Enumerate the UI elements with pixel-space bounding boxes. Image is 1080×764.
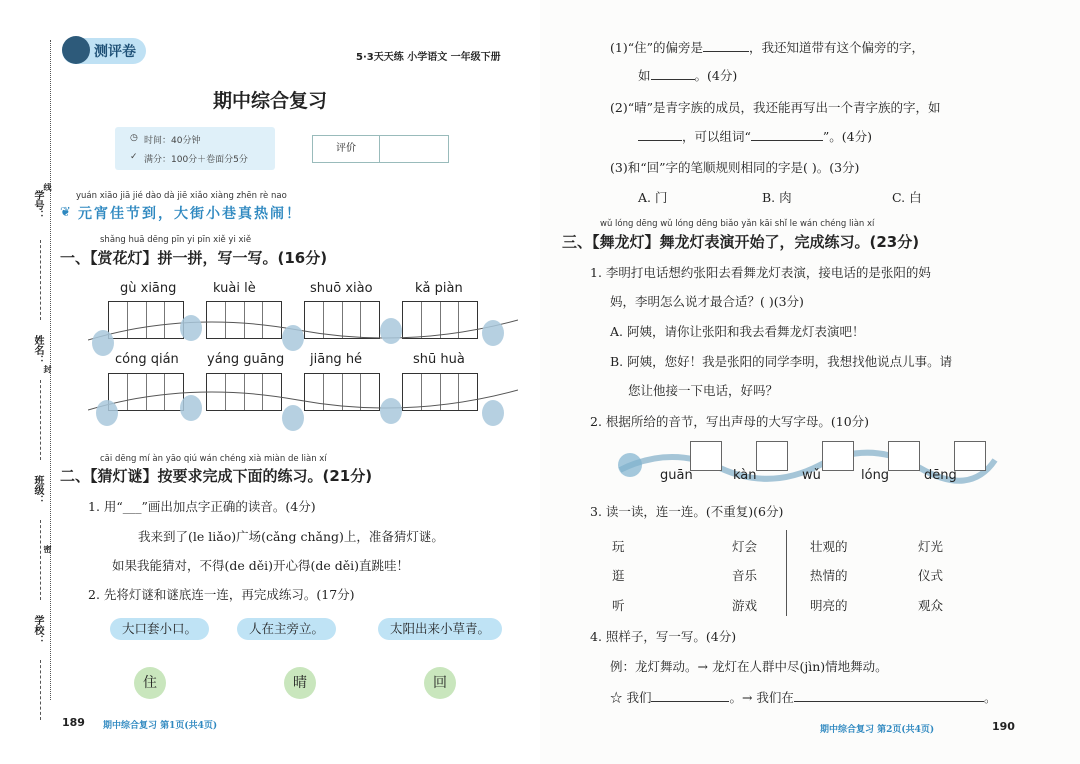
- syllable: guān: [660, 468, 693, 483]
- match-word[interactable]: 游戏: [732, 598, 758, 613]
- q3-1-text-b: ，我还知道带有这个偏旁的字，: [749, 40, 925, 55]
- badge-label: 测评卷: [94, 44, 136, 60]
- answer-blank[interactable]: [638, 140, 682, 141]
- section-2-heading: 二、【猜灯谜】按要求完成下面的练习。(21分): [60, 467, 373, 485]
- lantern-icon: [282, 325, 304, 351]
- pinyin-word: cóng qián: [115, 352, 179, 367]
- right-page: [540, 0, 1080, 764]
- lantern-icon: [96, 400, 118, 426]
- syllable: lóng: [861, 468, 890, 483]
- r1-option-b[interactable]: B. 阿姨，您好！我是张阳的同学李明，我想找他说点儿事。请: [610, 354, 953, 369]
- s3-pinyin: wǔ lóng dēng wǔ lóng dēng biǎo yǎn kāi shǐ le wán chéng liàn xí: [600, 219, 875, 229]
- option-c[interactable]: C. 白: [892, 190, 922, 205]
- question-2: 2. 先将灯谜和谜底连一连，再完成练习。(17分): [88, 587, 355, 602]
- answer-circle[interactable]: 住: [134, 667, 166, 699]
- match-divider: [786, 530, 787, 616]
- r4-answer-line: [610, 688, 996, 706]
- lantern-icon: [180, 395, 202, 421]
- riddle-card[interactable]: 大口套小口。: [110, 618, 209, 640]
- match-word[interactable]: 仪式: [918, 568, 944, 583]
- match-word[interactable]: 灯会: [732, 539, 758, 554]
- s1-pinyin: shǎng huā dēng pīn yi pīn xiě yi xiě: [100, 235, 252, 245]
- syllable: wǔ: [802, 468, 821, 483]
- option-a[interactable]: A. 门: [638, 190, 668, 205]
- r2-line: 2. 根据所给的音节，写出声母的大写字母。(10分): [590, 414, 870, 429]
- q3-1-line: [610, 38, 924, 56]
- pinyin-word: gù xiāng: [120, 281, 177, 296]
- answer-blank[interactable]: [751, 140, 823, 141]
- lantern-icon: [380, 398, 402, 424]
- side-mark-secret: 密: [43, 545, 53, 553]
- pinyin-word: yáng guāng: [207, 352, 285, 367]
- side-line: [40, 380, 41, 460]
- option-b[interactable]: B. 肉: [762, 190, 792, 205]
- pinyin-word: shū huà: [413, 352, 465, 367]
- mascot-icon: [62, 36, 90, 64]
- side-mark-seal: 封: [43, 365, 53, 373]
- evaluation-label: 评价: [313, 136, 380, 162]
- q3-1-text-d: 。(4分): [694, 68, 738, 83]
- page-title: 期中综合复习: [212, 90, 327, 112]
- r4-star-text: ☆ 我们: [610, 690, 652, 705]
- section-3-heading: 三、【舞龙灯】舞龙灯表演开始了，完成练习。(23分): [562, 233, 920, 251]
- r4-line: 4. 照样子，写一写。(4分): [590, 629, 737, 644]
- q3-2-line: (2)“晴”是青字族的成员，我还能再写出一个青字族的字，如: [610, 100, 941, 115]
- side-mark-line: 线: [43, 183, 53, 191]
- q1-sentence-2: 如果我能猜对，不得(de děi)开心得(de děi)直跳哇！: [112, 558, 410, 573]
- riddle-card[interactable]: 太阳出来小草青。: [378, 618, 502, 640]
- r1-line-2: 妈，李明怎么说才最合适？( )(3分): [610, 294, 804, 309]
- pinyin-word: kuài lè: [213, 281, 256, 296]
- q3-2-text-b: ，可以组词“: [682, 129, 751, 144]
- q3-1-text-c: 如: [638, 68, 651, 83]
- answer-circle[interactable]: 晴: [284, 667, 316, 699]
- answer-blank[interactable]: [794, 701, 984, 702]
- footer-left: 期中综合复习 第1页(共4页): [103, 721, 218, 731]
- answer-blank[interactable]: [651, 79, 695, 80]
- footer-right: 期中综合复习 第2页(共4页): [820, 725, 935, 735]
- full-score: 满分：100分＋卷面分5分: [144, 155, 248, 165]
- lantern-icon: [92, 330, 114, 356]
- evaluation-box: [312, 135, 449, 163]
- r1-option-b-2: 您让他接一下电话，好吗？: [628, 383, 779, 398]
- match-word[interactable]: 逛: [612, 568, 625, 583]
- match-word[interactable]: 音乐: [732, 568, 758, 583]
- intro-text: 元宵佳节到，大街小巷真热闹！: [78, 206, 302, 222]
- section-1-heading: 一、【赏花灯】拼一拼，写一写。(16分): [60, 249, 328, 267]
- page-number-left: 189: [62, 716, 85, 729]
- q1-sentence-1: 我来到了(le liǎo)广场(cǎng chǎng)上，准备猜灯谜。: [138, 529, 444, 544]
- q3-2-line-2: [638, 127, 872, 145]
- r4-mid-text: 。→ 我们在: [729, 690, 794, 705]
- answer-blank[interactable]: [651, 701, 729, 702]
- pinyin-word: kǎ piàn: [415, 281, 463, 296]
- r1-line-1: 1. 李明打电话想约张阳去看舞龙灯表演，接电话的是张阳的妈: [590, 265, 931, 280]
- q3-3-line: (3)和“回”字的笔顺规则相同的字是( )。(3分): [610, 160, 860, 175]
- side-line: [40, 240, 41, 320]
- r4-example: 例：龙灯舞动。→ 龙灯在人群中尽(jìn)情地舞动。: [610, 659, 888, 674]
- answer-circle[interactable]: 回: [424, 667, 456, 699]
- lantern-icon: [380, 318, 402, 344]
- q3-1-text-a: (1)“住”的偏旁是: [610, 40, 703, 55]
- leaf-icon: ❦: [60, 205, 71, 220]
- match-word[interactable]: 热情的: [810, 568, 848, 583]
- answer-box[interactable]: [954, 441, 986, 471]
- pinyin-word: jiāng hé: [310, 352, 363, 367]
- match-word[interactable]: 壮观的: [810, 539, 848, 554]
- match-word[interactable]: 明亮的: [810, 598, 848, 613]
- q3-1-line-2: [638, 66, 737, 84]
- match-word[interactable]: 听: [612, 598, 625, 613]
- side-label-class: 班级：: [32, 475, 43, 505]
- answer-box[interactable]: [690, 441, 722, 471]
- side-label-school: 学校：: [32, 615, 43, 645]
- match-word[interactable]: 灯光: [918, 539, 944, 554]
- side-line: [40, 660, 41, 720]
- side-line: [40, 520, 41, 600]
- answer-blank[interactable]: [703, 51, 749, 52]
- r4-end-text: 。: [983, 690, 997, 705]
- answer-box[interactable]: [822, 441, 854, 471]
- match-word[interactable]: 观众: [918, 598, 944, 613]
- time-limit: 时间：40分钟: [144, 136, 201, 146]
- syllable: dēng: [924, 468, 957, 483]
- lantern-icon: [180, 315, 202, 341]
- page-number-right: 190: [992, 720, 1015, 733]
- lantern-icon: [482, 320, 504, 346]
- check-icon: ✓: [130, 152, 138, 162]
- s2-pinyin: cāi dēng mí àn yāo qiú wán chéng xià miàn de liàn xí: [100, 454, 327, 464]
- lantern-icon: [482, 400, 504, 426]
- riddle-card[interactable]: 人在主旁立。: [237, 618, 336, 640]
- evaluation-field[interactable]: [380, 136, 447, 162]
- side-label-student-id: 学号：: [32, 190, 43, 220]
- answer-box[interactable]: [888, 441, 920, 471]
- question-1: 1. 用“___”画出加点字正确的读音。(4分): [88, 499, 316, 514]
- side-label-name: 姓名：: [32, 335, 43, 365]
- q3-2-text-c: ”。(4分): [822, 129, 872, 144]
- answer-box[interactable]: [756, 441, 788, 471]
- syllable: kàn: [733, 468, 757, 483]
- series-title: 5·3天天练 小学语文 一年级下册: [356, 52, 501, 63]
- lantern-icon: [282, 405, 304, 431]
- match-word[interactable]: 玩: [612, 539, 625, 554]
- r1-option-a[interactable]: A. 阿姨，请你让张阳和我去看舞龙灯表演吧！: [610, 324, 865, 339]
- intro-pinyin: yuán xiāo jiā jié dào dà jiē xiǎo xiàng zhēn rè nao: [76, 191, 287, 201]
- clock-icon: ◷: [130, 133, 138, 143]
- r3-line: 3. 读一读，连一连。(不重复)(6分): [590, 504, 784, 519]
- pinyin-word: shuō xiào: [310, 281, 373, 296]
